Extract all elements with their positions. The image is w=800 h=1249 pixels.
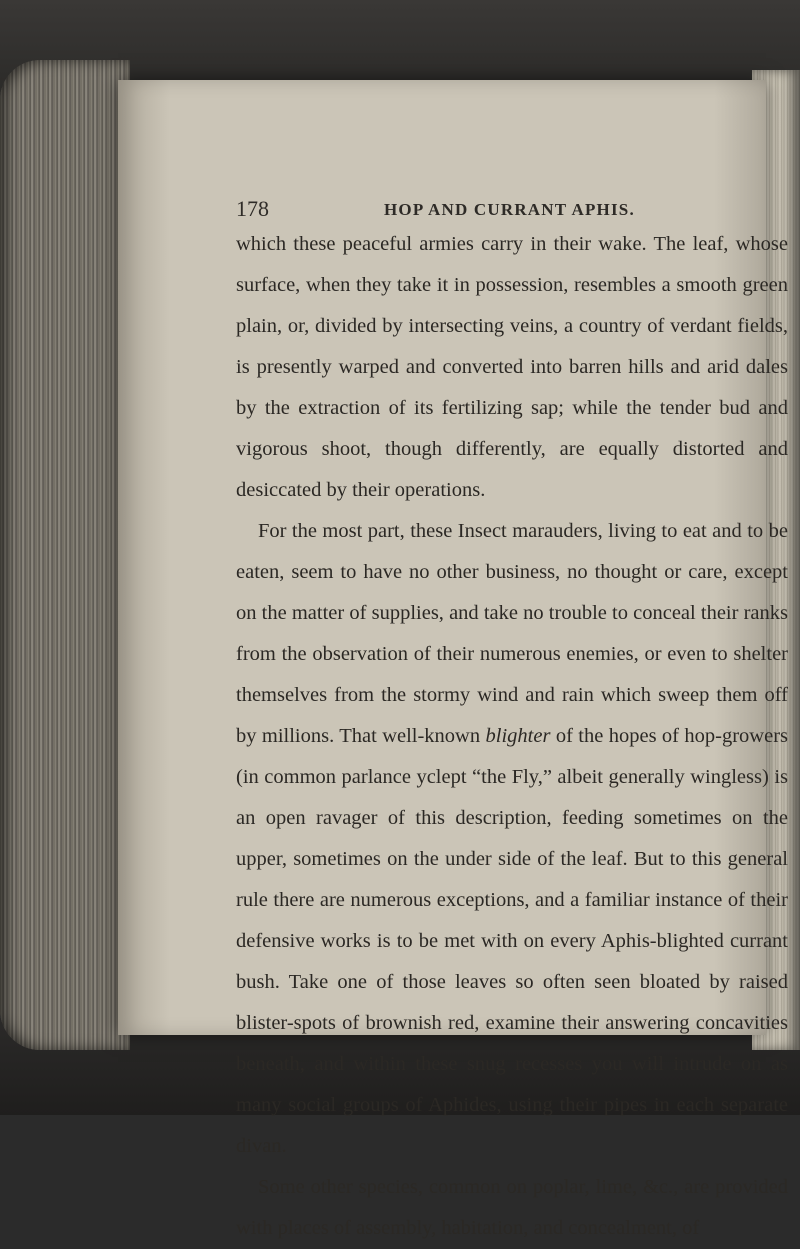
page-header [236,196,786,226]
paragraph-2 [236,511,788,1167]
page-shading [118,80,789,1239]
italic-word-blighter: blighter [485,725,551,747]
page-number: 178 [236,196,269,221]
book-page [118,80,789,1239]
paragraph-1: which these peaceful armies carry in their wake. The leaf, whose surface, when they take it in possession, resembles a smooth green plain, or, divided by intersecting veins, a country of verdant fields, is presently warped and converted into barren hills and arid dales by the extraction of its fertilizing sap; while the tender bud and vigorous shoot, though differently, are equally distorted and desiccated by their operations. [236,233,788,501]
paragraph-2-part-1: For the most part, these Insect marauders, living to eat and to be eaten, seem to have no other business, no thought or care, except on the matter of supplies, and take no trouble to conceal their ranks from the observation of their numerous enemies, or even to shelter themselves from the stormy wind and rain which sweep them off by millions. That well-known [236,520,788,747]
body-text [236,224,788,1249]
running-head: HOP AND CURRANT APHIS. [384,200,635,219]
paragraph-2-part-2: of the hopes of hop-growers (in common parlance yclept “the Fly,” albeit generally wingless) is an open ravager of this description, feeding sometimes on the upper, sometimes on the under side of the leaf. But to this general rule there are numerous exceptions, and a familiar instance of their defensive works is to be met with on every Aphis-blighted currant bush. Take one of those leaves so often seen bloated by raised blister-spots of brownish red, examine their answering concavities beneath, and within these snug recesses you will intrude on as many social groups of Aphides, using their pipes in each separate divan. [236,725,789,1157]
book-spine-edge [0,60,130,1050]
paragraph-3: Some other species, common on poplar, lime, &c., are provided with places of assembly, habitation, and concealment, of [236,1176,788,1239]
